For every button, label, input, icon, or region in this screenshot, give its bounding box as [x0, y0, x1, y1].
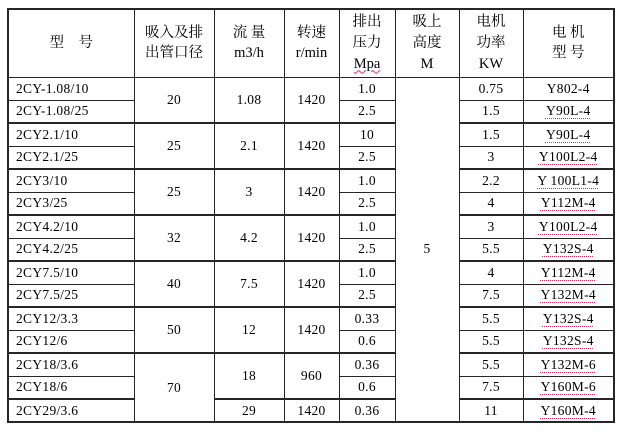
- header-line: 电 机: [551, 24, 585, 41]
- cell-flow: 7.5: [214, 261, 284, 307]
- cell-power: 3: [459, 146, 523, 169]
- header-line-mpa: Mpa: [353, 55, 381, 72]
- table-row: [8, 261, 614, 284]
- cell-pressure: 2.5: [339, 146, 395, 169]
- cell-model: 2CY12/6: [8, 330, 134, 353]
- cell-pressure: 0.6: [339, 330, 395, 353]
- pump-spec-table: [7, 8, 615, 423]
- cell-motor: Y160M-6: [523, 376, 614, 399]
- cell-model: 2CY2.1/25: [8, 146, 134, 169]
- cell-flow: 3: [214, 169, 284, 215]
- header-line: 排出: [352, 14, 382, 31]
- cell-speed: 1420: [284, 215, 339, 261]
- cell-power: 3: [459, 215, 523, 238]
- col-header-model: [8, 9, 134, 77]
- cell-power: 4: [459, 192, 523, 215]
- cell-diameter: 40: [134, 261, 214, 307]
- header-line: 电机: [476, 14, 506, 31]
- cell-model: 2CY2.1/10: [8, 123, 134, 146]
- header-line: 高度: [412, 34, 442, 51]
- cell-speed: 1420: [284, 399, 339, 422]
- col-header-flow: [214, 9, 284, 77]
- cell-flow: 12: [214, 307, 284, 353]
- table-row: [8, 399, 614, 422]
- cell-motor: Y90L-4: [523, 100, 614, 123]
- cell-model: 2CY3/25: [8, 192, 134, 215]
- cell-motor: Y112M-4: [523, 261, 614, 284]
- cell-model: 2CY12/3.3: [8, 307, 134, 330]
- cell-model: 2CY3/10: [8, 169, 134, 192]
- table-row: [8, 77, 614, 100]
- cell-power: 11: [459, 399, 523, 422]
- cell-speed: 1420: [284, 169, 339, 215]
- cell-flow: 18: [214, 353, 284, 399]
- cell-pressure: 0.6: [339, 376, 395, 399]
- col-header-pressure: [339, 9, 395, 77]
- cell-diameter: 32: [134, 215, 214, 261]
- cell-model: 2CY-1.08/10: [8, 77, 134, 100]
- table-row: [8, 353, 614, 376]
- cell-power: 7.5: [459, 284, 523, 307]
- cell-model: 2CY7.5/25: [8, 284, 134, 307]
- cell-model: 2CY-1.08/25: [8, 100, 134, 123]
- cell-pressure: 2.5: [339, 192, 395, 215]
- cell-pressure: 0.36: [339, 399, 395, 422]
- cell-motor: Y100L2-4: [523, 215, 614, 238]
- header-line: 型 号: [551, 45, 585, 62]
- cell-diameter: 50: [134, 307, 214, 353]
- header-line: 功率: [476, 34, 506, 51]
- cell-pressure: 2.5: [339, 100, 395, 123]
- header-line: 出管口径: [145, 45, 203, 62]
- cell-power: 2.2: [459, 169, 523, 192]
- cell-pressure: 1.0: [339, 77, 395, 100]
- table-row: [8, 169, 614, 192]
- col-header-suction: [395, 9, 459, 77]
- cell-speed: 1420: [284, 77, 339, 123]
- cell-diameter: 70: [134, 353, 214, 422]
- header-line: 型 号: [49, 34, 93, 51]
- col-header-diameter: [134, 9, 214, 77]
- table-row: [8, 307, 614, 330]
- cell-pressure: 2.5: [339, 284, 395, 307]
- cell-speed: 1420: [284, 123, 339, 169]
- cell-diameter: 25: [134, 169, 214, 215]
- cell-flow: 1.08: [214, 77, 284, 123]
- cell-power: 1.5: [459, 100, 523, 123]
- header-line: r/min: [295, 45, 328, 62]
- col-header-speed: [284, 9, 339, 77]
- cell-motor: Y90L-4: [523, 123, 614, 146]
- header-line: 流 量: [232, 24, 266, 41]
- cell-model: 2CY18/6: [8, 376, 134, 399]
- header-line: KW: [478, 55, 504, 72]
- cell-motor: Y112M-4: [523, 192, 614, 215]
- cell-speed: 960: [284, 353, 339, 399]
- cell-pressure: 1.0: [339, 169, 395, 192]
- header-line: 吸入及排: [145, 24, 203, 41]
- cell-power: 0.75: [459, 77, 523, 100]
- cell-power: 5.5: [459, 353, 523, 376]
- cell-pressure: 0.33: [339, 307, 395, 330]
- cell-motor: Y132S-4: [523, 330, 614, 353]
- cell-model: 2CY4.2/10: [8, 215, 134, 238]
- cell-motor: Y160M-4: [523, 399, 614, 422]
- cell-power: 1.5: [459, 123, 523, 146]
- table-row: [8, 215, 614, 238]
- header-line: 压力: [352, 34, 382, 51]
- col-header-motor: [523, 9, 614, 77]
- cell-model: 2CY18/3.6: [8, 353, 134, 376]
- cell-model: 2CY29/3.6: [8, 399, 134, 422]
- cell-diameter: 20: [134, 77, 214, 123]
- cell-diameter: 25: [134, 123, 214, 169]
- header-line: m3/h: [234, 45, 264, 62]
- cell-model: 2CY4.2/25: [8, 238, 134, 261]
- cell-power: 5.5: [459, 330, 523, 353]
- cell-flow: 4.2: [214, 215, 284, 261]
- header-line: 吸上: [412, 14, 442, 31]
- cell-motor: Y132S-4: [523, 307, 614, 330]
- header-line: M: [420, 55, 434, 72]
- cell-suction-height: 5: [395, 77, 459, 422]
- cell-power: 5.5: [459, 238, 523, 261]
- header-row: [8, 9, 614, 77]
- cell-pressure: 1.0: [339, 261, 395, 284]
- cell-speed: 1420: [284, 261, 339, 307]
- cell-flow: 29: [214, 399, 284, 422]
- col-header-power: [459, 9, 523, 77]
- cell-pressure: 2.5: [339, 238, 395, 261]
- cell-flow: 2.1: [214, 123, 284, 169]
- cell-pressure: 1.0: [339, 215, 395, 238]
- cell-model: 2CY7.5/10: [8, 261, 134, 284]
- cell-motor: Y100L2-4: [523, 146, 614, 169]
- cell-motor: Y 100L1-4: [523, 169, 614, 192]
- table-row: [8, 123, 614, 146]
- cell-motor: Y802-4: [523, 77, 614, 100]
- cell-motor: Y132M-6: [523, 353, 614, 376]
- cell-pressure: 10: [339, 123, 395, 146]
- cell-motor: Y132S-4: [523, 238, 614, 261]
- cell-power: 5.5: [459, 307, 523, 330]
- cell-power: 7.5: [459, 376, 523, 399]
- cell-power: 4: [459, 261, 523, 284]
- cell-motor: Y132M-4: [523, 284, 614, 307]
- cell-speed: 1420: [284, 307, 339, 353]
- header-line: 转速: [297, 24, 326, 41]
- cell-pressure: 0.36: [339, 353, 395, 376]
